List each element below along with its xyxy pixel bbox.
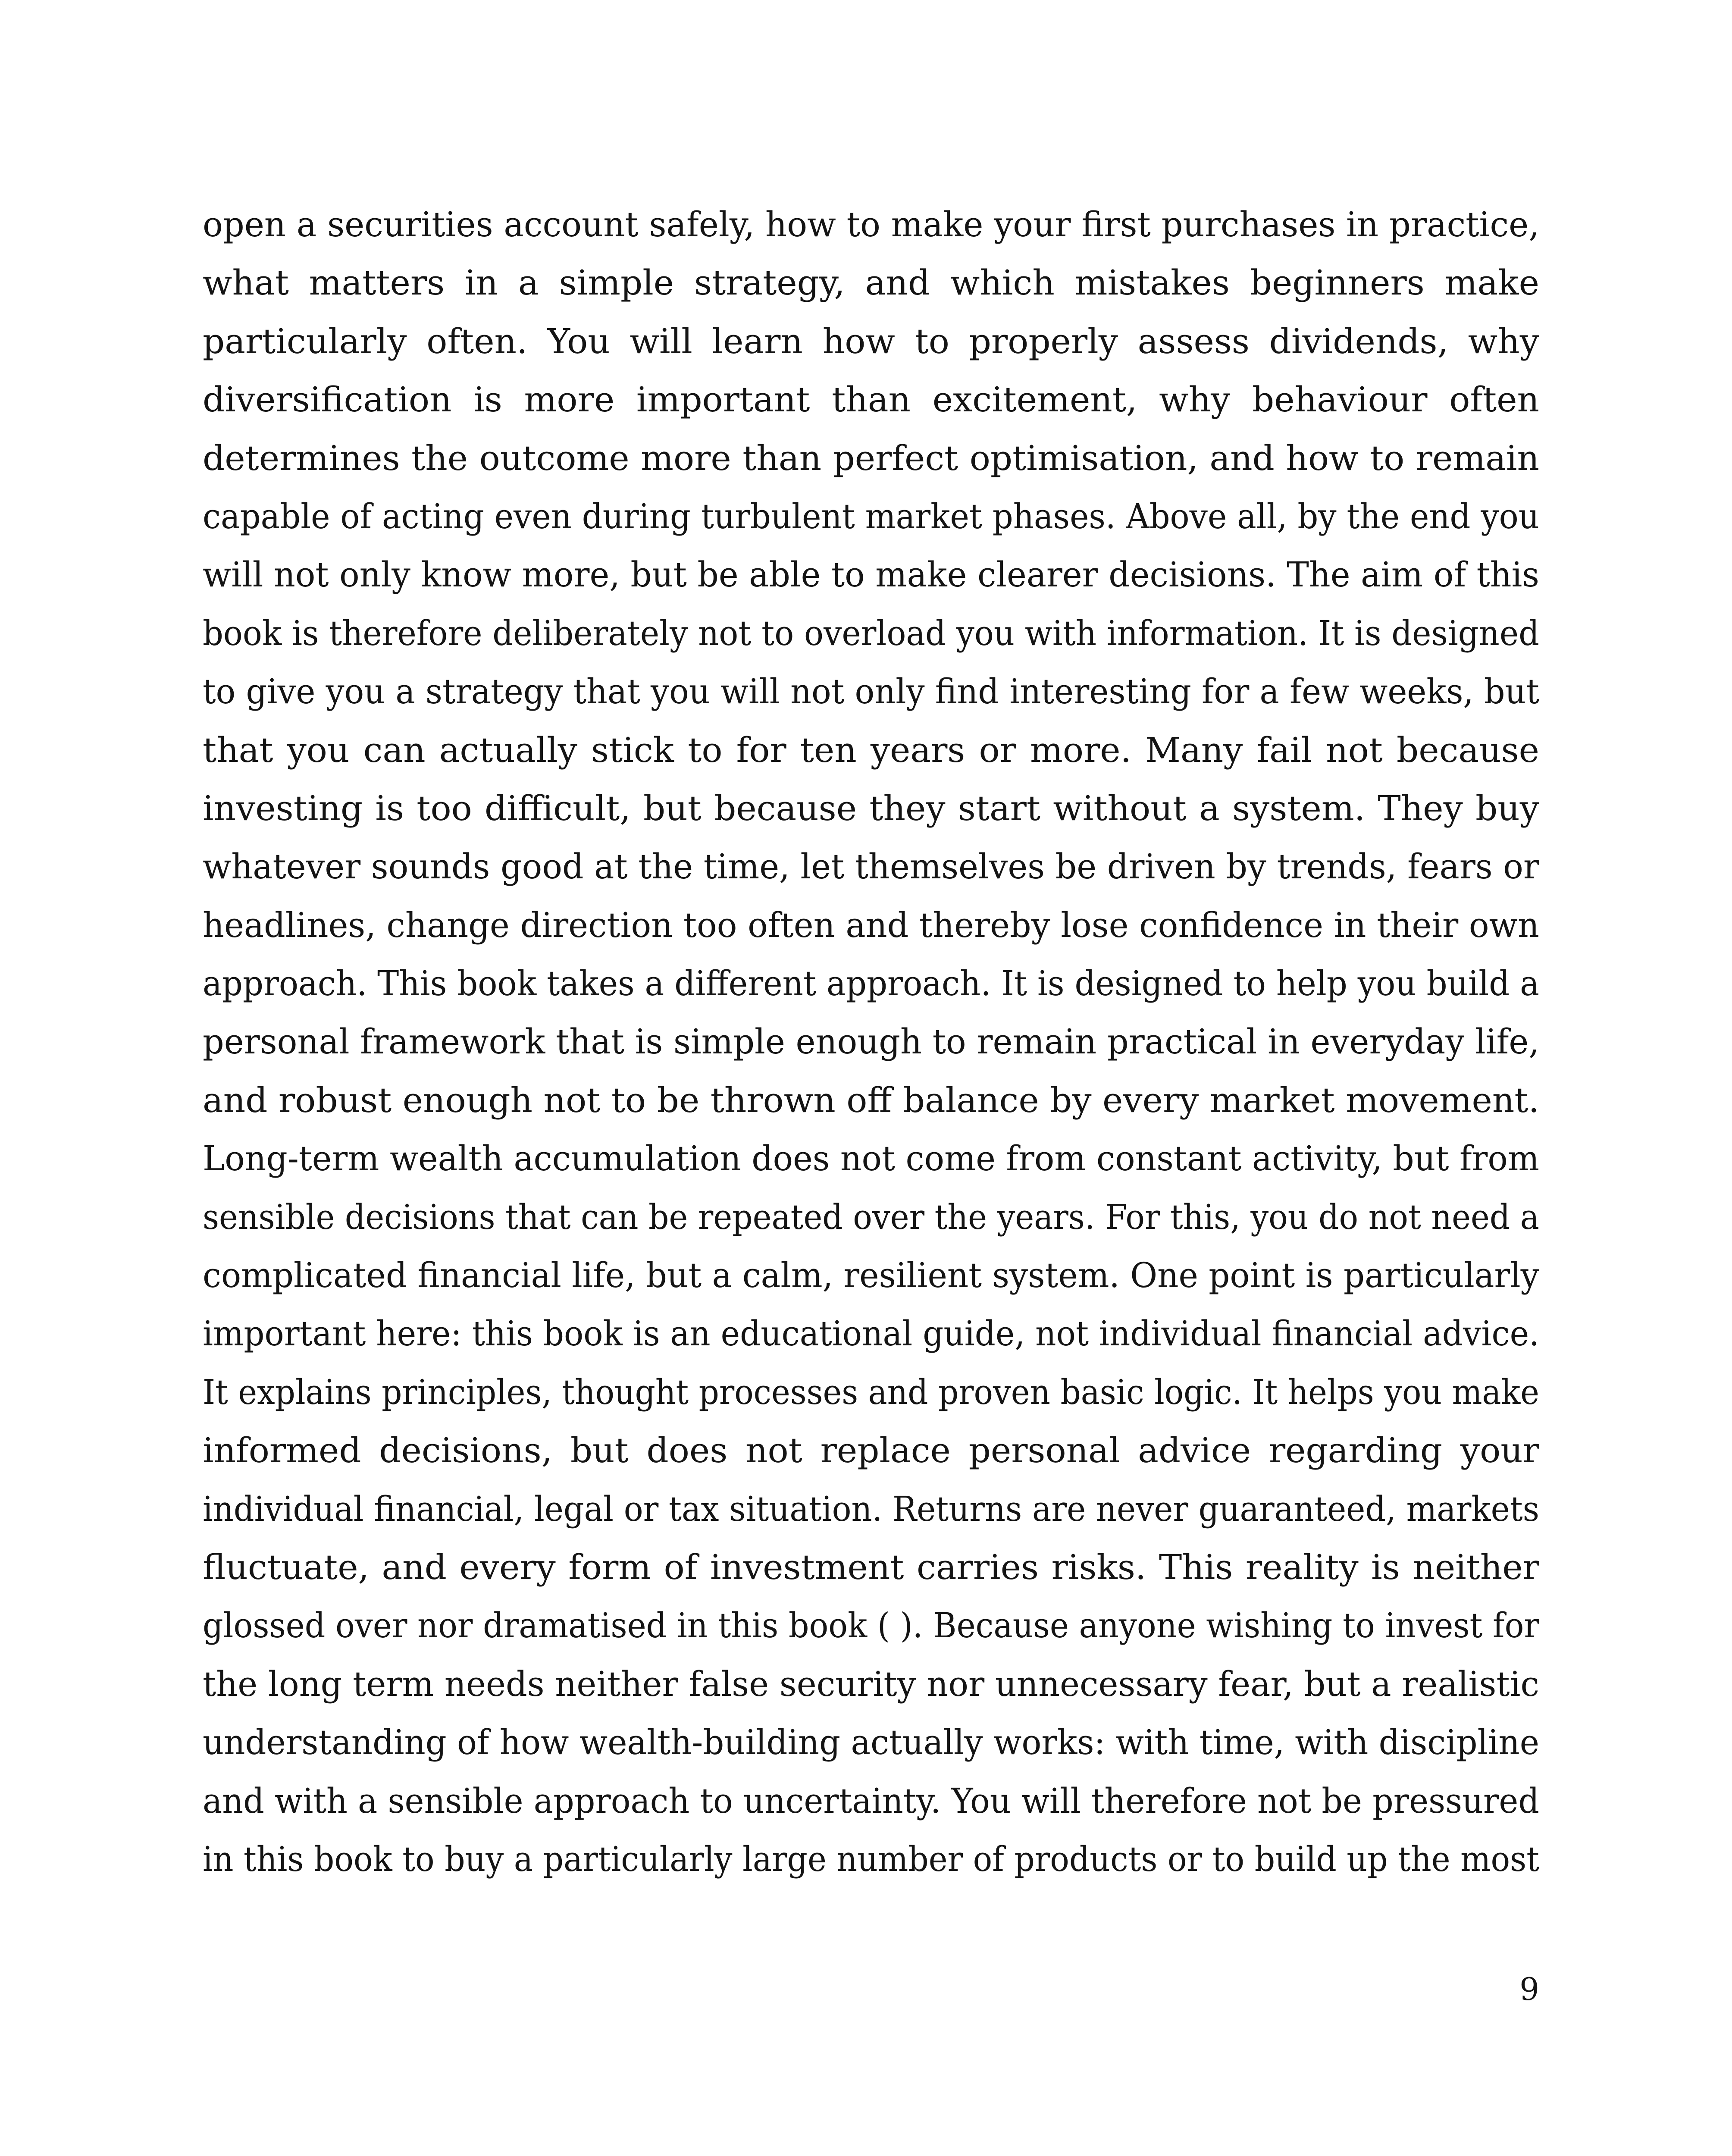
text-line: glossed over nor dramatised in this book ( ). Because anyone wishing to invest for — [203, 1605, 1539, 1646]
text-line: determines the outcome more than perfect optimisation, and how to remain — [203, 438, 1539, 478]
text-line: the long term needs neither false security nor unnecessary fear, but a realistic — [203, 1664, 1539, 1704]
text-line: and with a sensible approach to uncertainty. You will therefore not be pressured — [203, 1780, 1539, 1821]
text-line: and robust enough not to be thrown off balance by every market movement. — [203, 1080, 1539, 1120]
body-text — [203, 195, 1539, 1888]
text-line: Long-term wealth accumulation does not come from constant activity, but from — [203, 1138, 1539, 1179]
text-line: investing is too difficult, but because they start without a system. They buy — [203, 788, 1539, 828]
text-line: that you can actually stick to for ten years or more. Many fail not because — [203, 730, 1539, 770]
text-line: headlines, change direction too often and thereby lose confidence in their own — [203, 905, 1539, 945]
text-line: capable of acting even during turbulent market phases. Above all, by the end you — [203, 496, 1539, 536]
text-line: important here: this book is an educational guide, not individual financial advice. — [203, 1313, 1539, 1354]
text-line: It explains principles, thought processes and proven basic logic. It helps you make — [203, 1372, 1539, 1412]
text-line: informed decisions, but does not replace personal advice regarding your — [203, 1430, 1539, 1471]
text-line: will not only know more, but be able to make clearer decisions. The aim of this — [203, 555, 1539, 595]
text-line: particularly often. You will learn how to properly assess dividends, why — [203, 321, 1539, 361]
text-line: what matters in a simple strategy, and which mistakes beginners make — [203, 263, 1539, 303]
text-line: understanding of how wealth-building actually works: with time, with discipline — [203, 1722, 1539, 1763]
text-line: in this book to buy a particularly large number of products or to build up the most — [203, 1839, 1539, 1879]
text-line: sensible decisions that can be repeated over the years. For this, you do not need a — [203, 1197, 1539, 1237]
text-line: fluctuate, and every form of investment carries risks. This reality is neither — [203, 1547, 1539, 1587]
text-line: book is therefore deliberately not to overload you with information. It is designed — [203, 613, 1539, 653]
text-line: whatever sounds good at the time, let themselves be driven by trends, fears or — [203, 846, 1539, 887]
page-number: 9 — [1519, 1971, 1539, 2007]
text-line: complicated financial life, but a calm, resilient system. One point is particularly — [203, 1255, 1539, 1296]
text-line: personal framework that is simple enough to remain practical in everyday life, — [203, 1022, 1539, 1062]
text-line: individual financial, legal or tax situation. Returns are never guaranteed, markets — [203, 1489, 1539, 1529]
text-line: diversification is more important than excitement, why behaviour often — [203, 379, 1539, 420]
text-line: open a securities account safely, how to make your first purchases in practice, — [203, 204, 1539, 244]
text-line: to give you a strategy that you will not only find interesting for a few weeks, but — [203, 671, 1539, 712]
text-line: approach. This book takes a different approach. It is designed to help you build a — [203, 963, 1539, 1004]
